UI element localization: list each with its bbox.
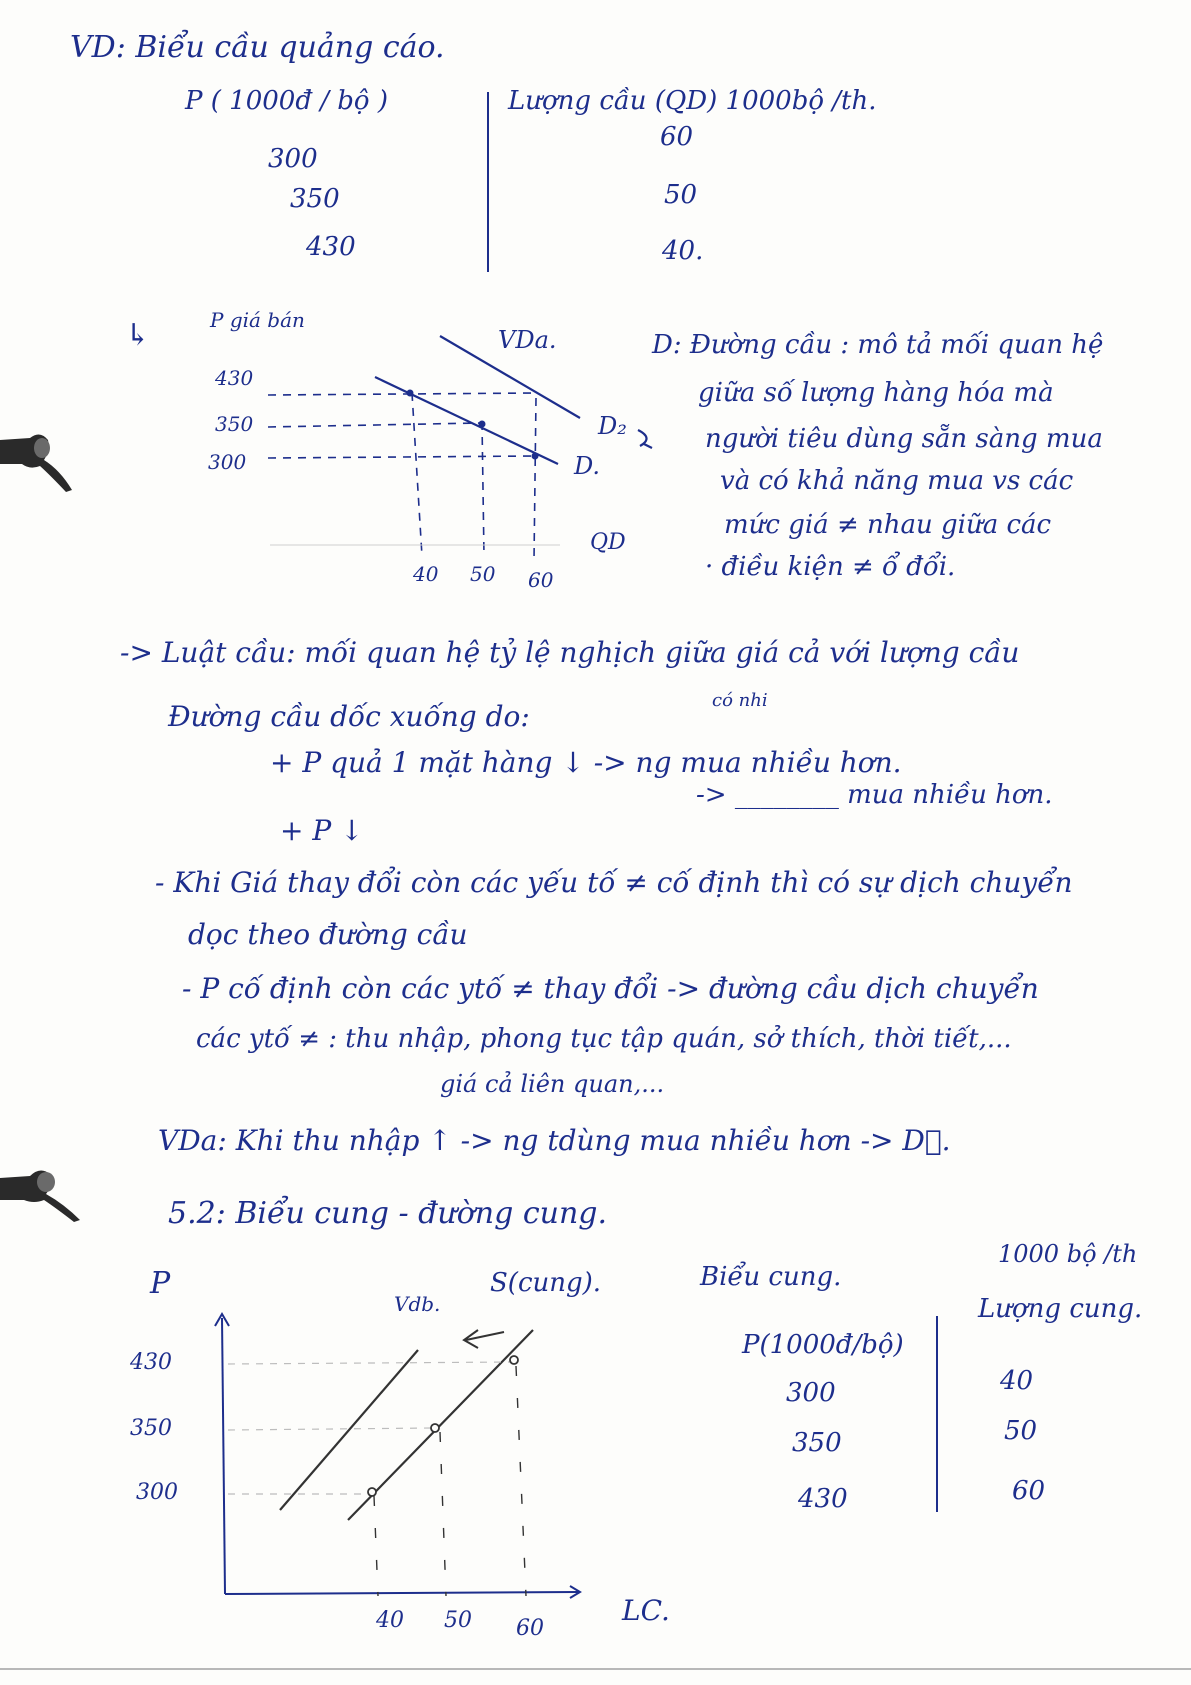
supply-graph-x-label: LC. — [622, 1594, 670, 1627]
law-line-4: + P quả 1 mặt hàng ↓ -> ng mua nhiều hơn. — [270, 746, 902, 779]
supply-y-tick-350: 350 — [130, 1416, 172, 1441]
demand-x-tick-40: 40 — [413, 562, 439, 586]
demand-table-qty-header: Lượng cầu (QD) 1000bộ /th. — [508, 86, 877, 116]
demand-graph-x-label: QD — [590, 530, 626, 555]
law-line-2: Đường cầu dốc xuống do: — [168, 700, 530, 733]
demand-arrow-icon: ↳ — [125, 318, 151, 353]
demand-definition-line-3: người tiêu dùng sẵn sàng mua — [705, 424, 1103, 454]
supply-price-3: 430 — [798, 1484, 848, 1514]
law-line-3: có nhi — [712, 690, 768, 711]
law-line-12: VDa: Khi thu nhập ↑ -> ng tdùng mua nhiều hơn -> D⃗. — [158, 1124, 951, 1157]
demand-definition-line-1: D: Đường cầu : mô tả mối quan hệ — [652, 330, 1104, 360]
demand-x-tick-50: 50 — [470, 562, 496, 586]
supply-qty-1: 40 — [1000, 1366, 1034, 1396]
demand-qty-2: 50 — [664, 180, 698, 210]
supply-shift-arrow-icon — [464, 1330, 504, 1348]
supply-table-qty-header: Lượng cung. — [978, 1294, 1143, 1324]
demand-definition-line-2: giữa số lượng hàng hóa mà — [698, 378, 1054, 408]
demand-curve-label-d: D. — [574, 452, 601, 480]
law-line-9: - P cố định còn các ytố ≠ thay đổi -> đường cầu dịch chuyển — [182, 972, 1039, 1005]
law-line-6: + P ↓ — [280, 814, 364, 847]
law-line-11: giá cả liên quan,... — [440, 1070, 665, 1098]
supply-point-60 — [510, 1356, 518, 1364]
law-line-8: dọc theo đường cầu — [188, 918, 468, 951]
demand-curve-label-vda: VDa. — [498, 326, 557, 354]
supply-table-unit: 1000 bộ /th — [998, 1240, 1138, 1268]
law-line-1: -> Luật cầu: mối quan hệ tỷ lệ nghịch giữa giá cả với lượng cầu — [120, 636, 1020, 669]
supply-curve-label-s: S(cung). — [490, 1268, 602, 1298]
supply-curve-vdb — [280, 1350, 418, 1510]
demand-definition-line-4: và có khả năng mua vs các — [720, 466, 1074, 496]
demand-definition-line-6: · điều kiện ≠ ổ đổi. — [705, 552, 956, 582]
supply-x-tick-40: 40 — [376, 1608, 404, 1633]
demand-y-tick-300: 300 — [208, 450, 247, 474]
page-bottom-rule — [0, 1668, 1191, 1670]
supply-qty-3: 60 — [1012, 1476, 1046, 1506]
demand-table-price-header: P ( 1000đ / bộ ) — [185, 86, 388, 116]
demand-price-1: 300 — [268, 144, 318, 174]
supply-heading: 5.2: Biểu cung - đường cung. — [168, 1196, 607, 1231]
demand-price-2: 350 — [290, 184, 340, 214]
demand-x-tick-60: 60 — [528, 568, 554, 592]
law-line-10: các ytố ≠ : thu nhập, phong tục tập quán, sở thích, thời tiết,... — [196, 1024, 1012, 1054]
supply-curve-label-vdb: Vdb. — [394, 1292, 441, 1316]
law-line-7: - Khi Giá thay đổi còn các yếu tố ≠ cố định thì có sự dịch chuyển — [155, 866, 1073, 899]
supply-x-tick-60: 60 — [516, 1616, 544, 1641]
demand-qty-3: 40. — [662, 236, 704, 266]
supply-point-50 — [431, 1424, 439, 1432]
demand-curve-label-d2: D₂ — [598, 412, 627, 440]
supply-y-axis — [222, 1318, 225, 1594]
supply-y-tick-300: 300 — [136, 1480, 178, 1505]
supply-table-divider — [936, 1316, 938, 1512]
supply-x-axis — [225, 1592, 578, 1594]
example-heading: VD: Biểu cầu quảng cáo. — [70, 30, 445, 65]
supply-graph-y-label: P — [150, 1266, 171, 1301]
demand-y-tick-430: 430 — [215, 366, 254, 390]
demand-definition-line-5: mức giá ≠ nhau giữa các — [724, 510, 1052, 540]
supply-table-price-header: P(1000đ/bộ) — [742, 1330, 904, 1360]
supply-x-tick-50: 50 — [444, 1608, 472, 1633]
demand-y-tick-350: 350 — [215, 412, 254, 436]
supply-price-1: 300 — [786, 1378, 836, 1408]
supply-price-2: 350 — [792, 1428, 842, 1458]
supply-y-tick-430: 430 — [130, 1350, 172, 1375]
demand-graph-y-label: P giá bán — [210, 308, 305, 332]
demand-qty-1: 60 — [660, 122, 694, 152]
supply-qty-2: 50 — [1004, 1416, 1038, 1446]
demand-price-3: 430 — [306, 232, 356, 262]
supply-table-title: Biểu cung. — [700, 1262, 842, 1292]
law-line-5: -> ________ mua nhiều hơn. — [696, 780, 1053, 810]
supply-point-40 — [368, 1488, 376, 1496]
